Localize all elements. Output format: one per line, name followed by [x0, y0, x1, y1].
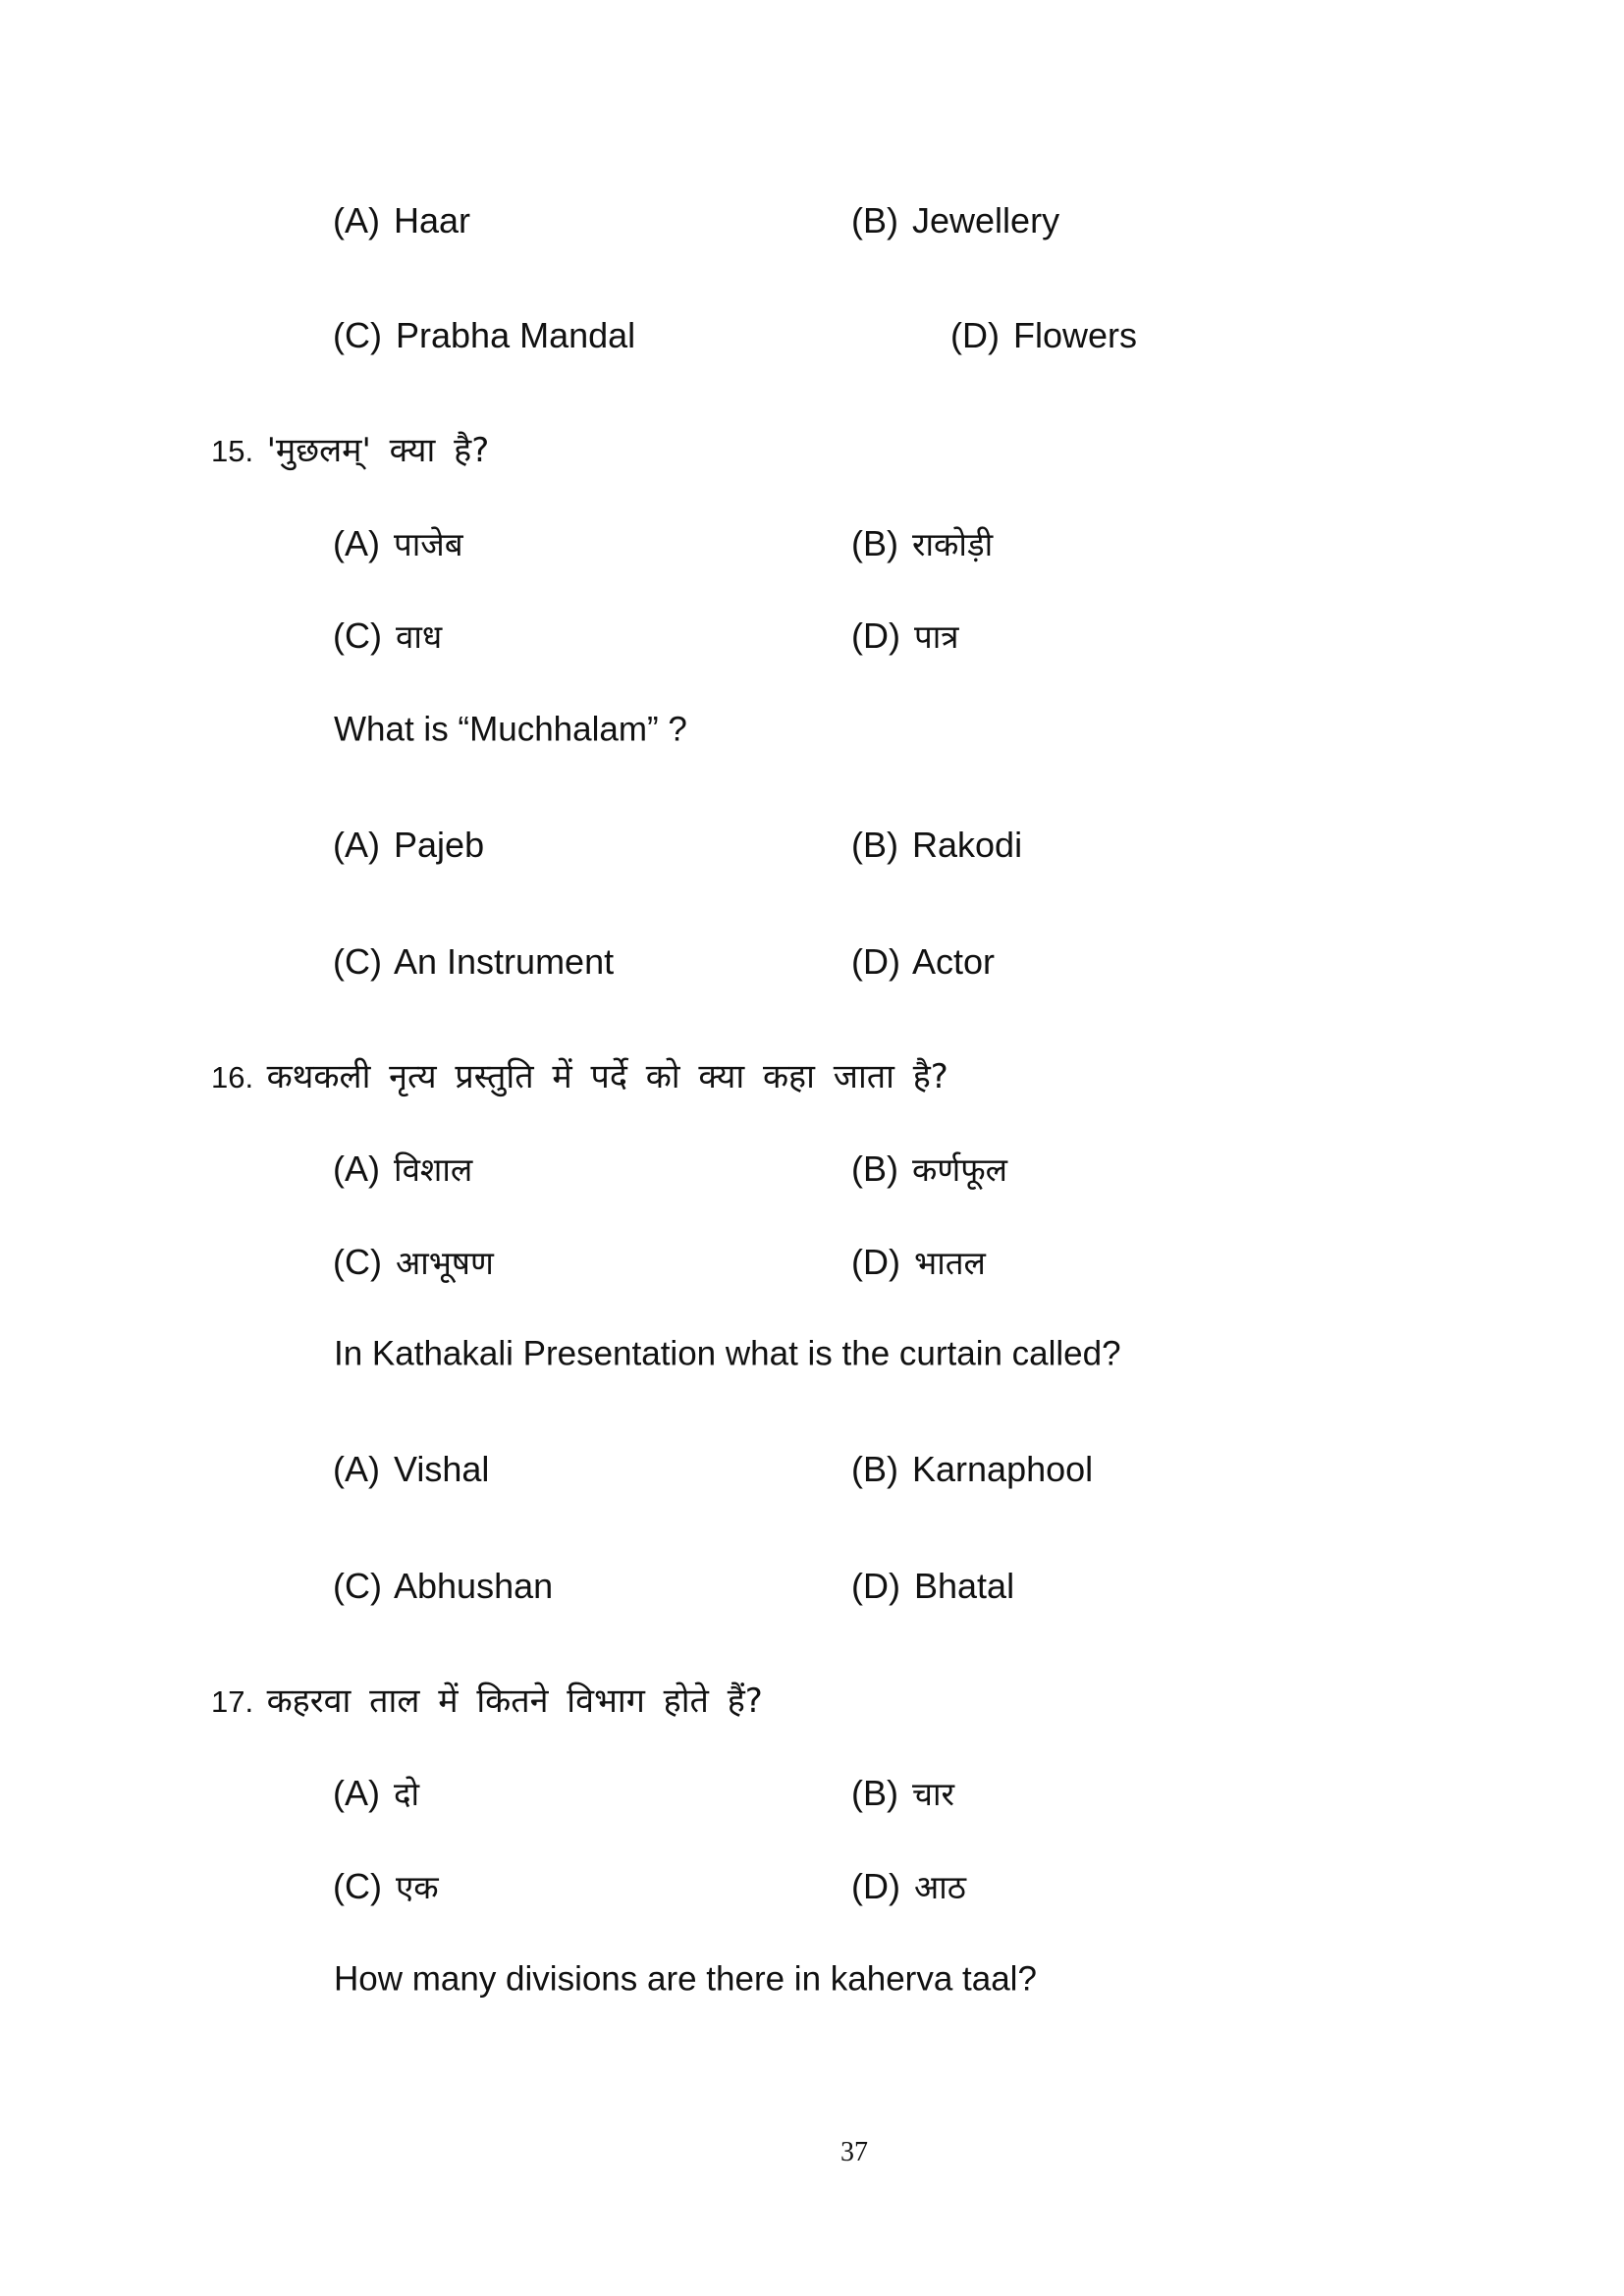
option-label: (B): [851, 1773, 898, 1813]
q17-english-question: How many divisions are there in kaherva taal?: [334, 1959, 1037, 1999]
option-text: कर्णफूल: [912, 1150, 1008, 1189]
question-number: 15.: [211, 434, 254, 468]
option-text: पाजेब: [394, 525, 463, 563]
option-text: राकोड़ी: [912, 525, 994, 563]
q17-hindi-option-d: [851, 1866, 966, 1906]
option-label: (D): [851, 1566, 900, 1606]
option-label: (C): [333, 941, 382, 982]
question-number: 16.: [211, 1060, 254, 1095]
question-text-hindi: 'मुछलम्' क्या है?: [266, 431, 490, 470]
q15-hindi-option-a: [333, 523, 463, 563]
option-label: (B): [851, 825, 898, 865]
q17-hindi-option-c: [333, 1866, 439, 1906]
q14-option-b: [851, 200, 1060, 240]
option-label: (A): [333, 825, 380, 865]
option-text: Bhatal: [914, 1566, 1015, 1606]
q16-hindi-option-b: [851, 1148, 1008, 1189]
q15-english-option-b: [851, 825, 1023, 865]
q17-hindi-option-b: [851, 1773, 955, 1813]
option-label: (D): [950, 315, 1000, 355]
option-text: विशाल: [394, 1150, 473, 1189]
q15-english-question: What is “Muchhalam” ?: [334, 710, 687, 749]
option-text: Pajeb: [394, 825, 485, 865]
option-text: आठ: [914, 1868, 966, 1906]
q15-hindi-option-b: [851, 523, 994, 563]
q16-english-option-a: [333, 1449, 490, 1489]
option-text: Vishal: [394, 1449, 490, 1489]
option-text: Rakodi: [912, 825, 1023, 865]
option-text: Prabha Mandal: [396, 315, 636, 355]
option-text: Flowers: [1013, 315, 1138, 355]
option-label: (B): [851, 1148, 898, 1189]
option-label: (C): [333, 315, 382, 355]
option-label: (D): [851, 1242, 900, 1282]
option-label: (A): [333, 1449, 380, 1489]
option-label: (D): [851, 1866, 900, 1906]
question-text-hindi: कहरवा ताल में कितने विभाग होते हैं?: [266, 1682, 763, 1721]
option-text: Actor: [912, 941, 996, 982]
q15-hindi-question: [211, 431, 490, 470]
option-label: (A): [333, 523, 380, 563]
option-text: चार: [912, 1775, 955, 1813]
option-text: एक: [396, 1868, 439, 1906]
q15-english-option-c: [333, 941, 615, 982]
option-text: Karnaphool: [912, 1449, 1094, 1489]
option-text: Haar: [394, 200, 471, 240]
option-text: An Instrument: [394, 941, 615, 982]
q15-english-option-a: [333, 825, 485, 865]
q16-english-option-c: [333, 1566, 554, 1606]
q15-english-option-d: [851, 941, 996, 982]
q15-hindi-option-c: [333, 615, 443, 656]
option-label: (D): [851, 941, 900, 982]
q14-option-a: [333, 200, 471, 240]
q14-option-c: [333, 315, 636, 355]
option-label: (C): [333, 615, 382, 656]
option-text: वाध: [396, 617, 443, 656]
option-label: (D): [851, 615, 900, 656]
q17-hindi-option-a: [333, 1773, 420, 1813]
option-label: (C): [333, 1566, 382, 1606]
q16-english-option-b: [851, 1449, 1094, 1489]
option-text: Abhushan: [394, 1566, 554, 1606]
option-text: आभूषण: [396, 1244, 494, 1282]
q15-hindi-option-d: [851, 615, 959, 656]
q16-hindi-option-a: [333, 1148, 473, 1189]
option-text: पात्र: [914, 617, 959, 656]
page-number: 37: [840, 2137, 868, 2167]
q16-hindi-question: [211, 1057, 948, 1096]
option-text: भातल: [914, 1244, 986, 1282]
option-label: (A): [333, 1148, 380, 1189]
option-text: दो: [394, 1775, 420, 1813]
q16-hindi-option-c: [333, 1242, 494, 1282]
option-label: (B): [851, 523, 898, 563]
q14-option-d: [950, 315, 1138, 355]
option-label: (B): [851, 1449, 898, 1489]
option-label: (A): [333, 1773, 380, 1813]
option-label: (C): [333, 1242, 382, 1282]
q16-english-option-d: [851, 1566, 1015, 1606]
option-label: (A): [333, 200, 380, 240]
q16-hindi-option-d: [851, 1242, 986, 1282]
q17-hindi-question: [211, 1682, 763, 1721]
option-label: (B): [851, 200, 898, 240]
question-number: 17.: [211, 1684, 254, 1719]
option-text: Jewellery: [912, 200, 1060, 240]
option-label: (C): [333, 1866, 382, 1906]
q16-english-question: In Kathakali Presentation what is the curtain called?: [334, 1334, 1121, 1373]
question-text-hindi: कथकली नृत्य प्रस्तुति में पर्दे को क्या कहा जाता है?: [266, 1057, 948, 1096]
